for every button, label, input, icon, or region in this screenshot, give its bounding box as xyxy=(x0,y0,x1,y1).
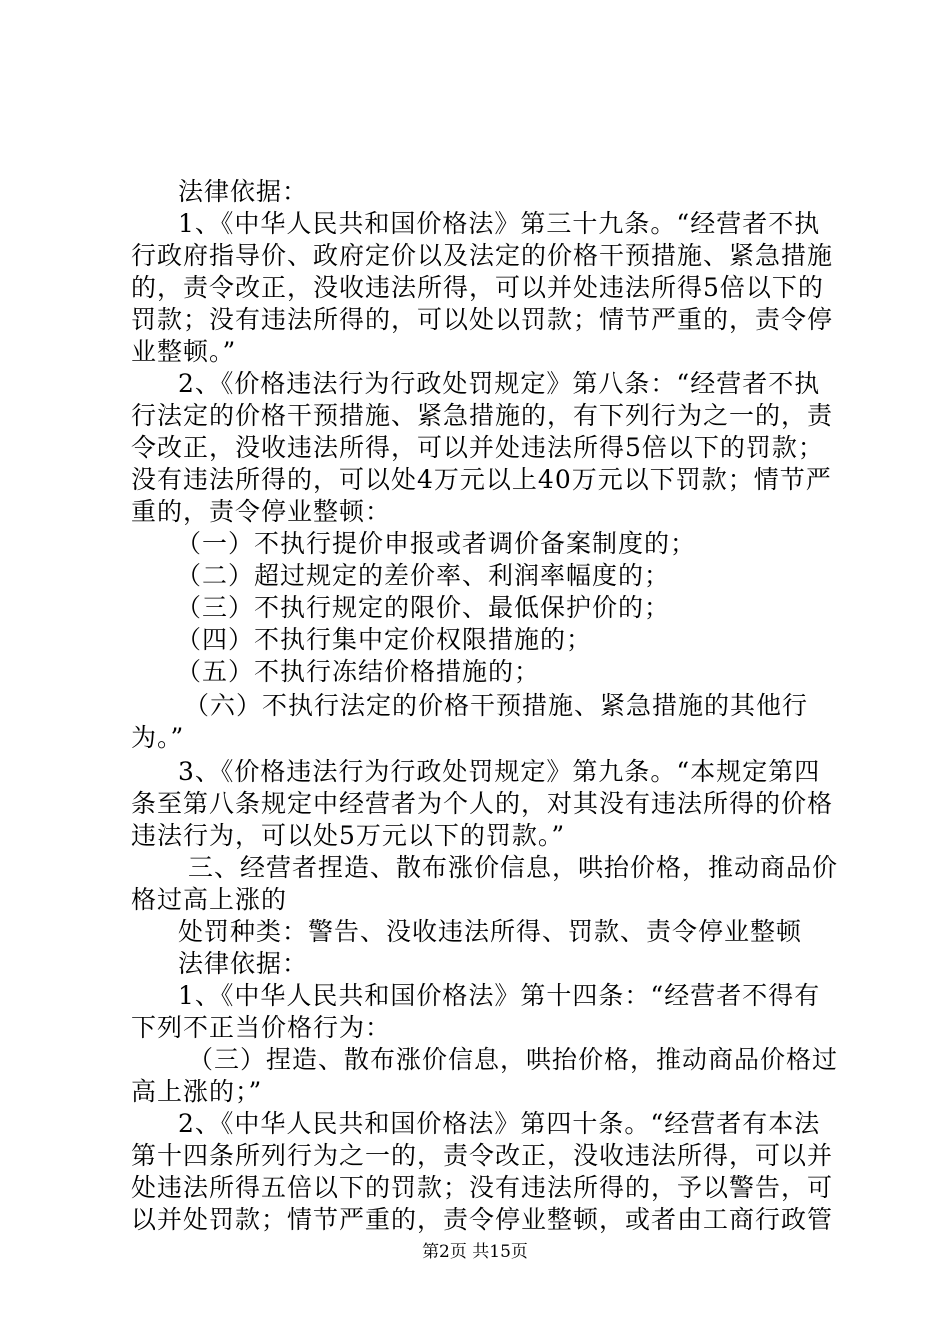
text-line: 格过高上涨的 xyxy=(131,885,288,914)
text-line: （二）超过规定的差价率、利润率幅度的； xyxy=(176,561,671,590)
text-line: （三）不执行规定的限价、最低保护价的； xyxy=(176,593,671,622)
text-line: 处罚种类：警告、没收违法所得、罚款、责令停业整顿 xyxy=(178,917,803,946)
text-line: 行法定的价格干预措施、紧急措施的，有下列行为之一的，责 xyxy=(131,401,834,430)
text-line: 2、《中华人民共和国价格法》第四十条。“经营者有本法 xyxy=(178,1109,821,1138)
text-line: 的，责令改正，没收违法所得，可以并处违法所得5倍以下的 xyxy=(131,273,824,302)
text-line: 条至第八条规定中经营者为个人的，对其没有违法所得的价格 xyxy=(131,789,834,818)
text-line: 重的，责令停业整顿： xyxy=(131,497,392,526)
text-line: （三）捏造、散布涨价信息，哄抬价格，推动商品价格过 xyxy=(188,1045,839,1074)
text-line: （四）不执行集中定价权限措施的； xyxy=(176,625,593,654)
text-line: （五）不执行冻结价格措施的； xyxy=(176,657,541,686)
page-number-footer: 第2页 共15页 xyxy=(422,1242,528,1262)
text-line: 下列不正当价格行为： xyxy=(131,1013,392,1042)
text-line: 令改正，没收违法所得，可以并处违法所得5倍以下的罚款； xyxy=(131,433,824,462)
text-line: 为。” xyxy=(131,723,185,752)
text-line: 处违法所得五倍以下的罚款；没有违法所得的，予以警告，可 xyxy=(131,1173,834,1202)
text-line: 罚款；没有违法所得的，可以处以罚款；情节严重的，责令停 xyxy=(131,305,834,334)
text-line: 法律依据： xyxy=(178,177,309,206)
text-line: 3、《价格违法行为行政处罚规定》第九条。“本规定第四 xyxy=(178,757,821,786)
text-line: （六）不执行法定的价格干预措施、紧急措施的其他行 xyxy=(184,691,809,720)
text-line: 行政府指导价、政府定价以及法定的价格干预措施、紧急措施 xyxy=(131,241,834,270)
text-line: 没有违法所得的，可以处4万元以上40万元以下罚款；情节严 xyxy=(131,465,832,494)
text-line: 以并处罚款；情节严重的，责令停业整顿，或者由工商行政管 xyxy=(131,1205,834,1234)
text-line: 高上涨的；” xyxy=(131,1077,263,1106)
text-line: 三、经营者捏造、散布涨价信息，哄抬价格，推动商品价 xyxy=(188,853,839,882)
text-line: 1、《中华人民共和国价格法》第十四条：“经营者不得有 xyxy=(178,981,821,1010)
text-line: 业整顿。” xyxy=(131,337,237,366)
text-line: 第十四条所列行为之一的，责令改正，没收违法所得，可以并 xyxy=(131,1141,834,1170)
text-line: 1、《中华人民共和国价格法》第三十九条。“经营者不执 xyxy=(178,209,821,238)
text-line: （一）不执行提价申报或者调价备案制度的； xyxy=(176,529,697,558)
text-line: 2、《价格违法行为行政处罚规定》第八条：“经营者不执 xyxy=(178,369,821,398)
text-line: 法律依据： xyxy=(178,949,309,978)
text-line: 违法行为，可以处5万元以下的罚款。” xyxy=(131,821,566,850)
